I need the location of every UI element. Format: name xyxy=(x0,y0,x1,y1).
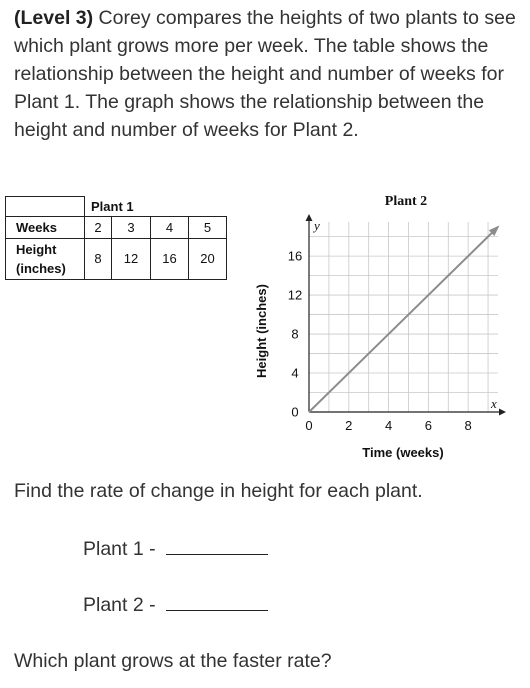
height-cell: 8 xyxy=(85,238,112,279)
week-cell: 2 xyxy=(85,216,112,238)
plant2-line xyxy=(309,227,498,412)
y-axis-arrow xyxy=(306,214,313,221)
height-cell: 12 xyxy=(112,238,151,279)
y-tick-label: 0 xyxy=(291,404,299,420)
plant2-answer-blank[interactable] xyxy=(166,593,268,611)
plant2-graph xyxy=(250,186,520,466)
plant1-table-title: Plant 1 xyxy=(85,197,189,217)
chart-title: Plant 2 xyxy=(384,194,428,209)
x-axis-label: Time (weeks) xyxy=(362,445,444,460)
y-tick-label: 8 xyxy=(291,326,299,342)
rate-prompt: Find the rate of change in height for each plant. xyxy=(14,480,423,502)
plant1-answer-label: Plant 1 - xyxy=(83,538,156,560)
x-tick-label: 0 xyxy=(305,418,313,433)
weeks-row xyxy=(6,216,227,238)
plant1-table xyxy=(5,196,227,280)
y-tick-label: 4 xyxy=(291,365,299,381)
week-cell: 3 xyxy=(112,216,151,238)
y-variable-label: y xyxy=(314,218,320,233)
x-axis-arrow xyxy=(499,409,506,416)
y-tick-label: 16 xyxy=(287,248,303,264)
x-tick-label: 2 xyxy=(345,418,353,433)
heights-row xyxy=(6,238,227,279)
x-tick-label: 4 xyxy=(384,418,393,433)
graph-series xyxy=(309,225,499,412)
week-cell: 4 xyxy=(151,216,189,238)
x-tick-label: 6 xyxy=(424,418,432,433)
plant2-answer-label: Plant 2 - xyxy=(83,594,156,616)
week-cell: 5 xyxy=(189,216,227,238)
height-cell: 16 xyxy=(151,238,189,279)
problem-statement xyxy=(14,4,519,144)
level-label: (Level 3) xyxy=(14,7,94,29)
plant2-answer-row xyxy=(83,593,268,617)
x-variable-label: x xyxy=(491,396,497,411)
plant1-answer-blank[interactable] xyxy=(166,537,268,555)
final-question: Which plant grows at the faster rate? xyxy=(14,650,332,672)
weeks-label: Weeks xyxy=(6,216,85,238)
y-axis-label: Height (inches) xyxy=(254,284,269,378)
height-label: Height (inches) xyxy=(6,238,85,279)
y-tick-label: 12 xyxy=(287,287,303,303)
plant1-answer-row xyxy=(83,537,268,561)
x-tick-label: 8 xyxy=(464,418,472,433)
problem-text: Corey compares the heights of two plants to see which plant grows more per week. The table shows the relationship between the height and number of weeks for Plant 1. The graph shows the relationship between the height and number of weeks for Plant 2. xyxy=(14,7,516,141)
height-cell: 20 xyxy=(189,238,227,279)
